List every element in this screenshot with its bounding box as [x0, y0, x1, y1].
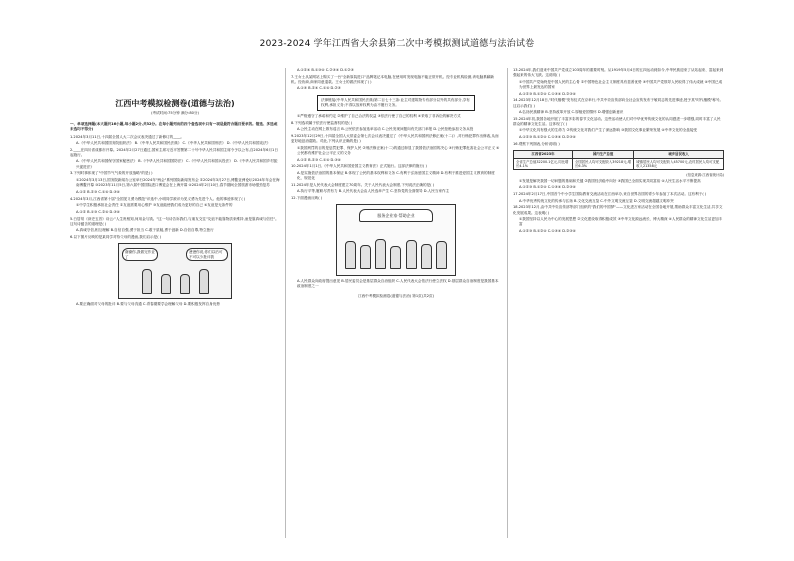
question-8: 8.下列选项属于依法行使监督权的是( ): [291, 120, 353, 125]
question-13: 13.2024年,我们迎来中国共产党成立103周年的重要时刻。从1919年5月4日的五四运动到如今,中华民族迎来了从站起来、富起来到强起来的伟大飞跃。这说明( ): [513, 68, 724, 78]
question-18-options: A.①②③ B.①②④ C.①③④ D.②③④: [519, 228, 576, 233]
question-10: 10.2024年1月1日,《中华人民共和国爱国主义教育法》正式施行。这部法律的施行( ): [291, 164, 427, 169]
person-figure: [375, 239, 386, 269]
question-6-options: A.要正确面对父母的批评 B.要与父母沟通 C.青春期要学会理解父母 D.要积极发挥自身优势: [76, 302, 220, 307]
question-4-options: A.①② B.①③ C.②④ D.③④: [76, 209, 120, 214]
question-17: 17.2024年2月17日,中国首个中小学生国际教育交流活动在江西举办,来自世界各国的青少年参加了本次活动。这有利于( ): [513, 192, 707, 197]
question-4: 4.2024年3月,江西省第十届"全国见义勇为模范"评选中,小明同学被评为见义勇为先进个人。他的事迹体现了( ): [70, 196, 246, 201]
question-9-options: A.①② B.②③ C.①④ D.③④: [297, 157, 341, 162]
question-16: 16.观察下列图表,分析说明( ): [513, 141, 560, 146]
question-16-body: ①发展是解决我国一切问题的基础和关键 ②我国经济稳中向好 ③我国已全面实现共同富裕 ④人民生活水平不断提高: [519, 178, 701, 183]
person-figure: [406, 240, 417, 269]
question-3: 3.下列时事体现了"中国节气气象的开放战略"的是( ): [70, 171, 153, 176]
page-title: 2023-2024 学年江西省大余县第二次中考模拟测试道德与法治试卷: [259, 39, 535, 49]
table-cell: 全国居民人均可支配收入39218元,增长6.3%: [573, 158, 634, 170]
question-14-options: A.弘扬民族精神 B.坚持改革开放 C.厚植爱国情怀 D.增强创新意识: [519, 109, 624, 114]
data-table: [513, 150, 724, 170]
question-9-body: ①我国刑罚的目的是惩罚犯罪、保护人民 ②刑法修正案(十二)的通过彰显了我国依法治国的决心 ③行贿犯罪危害社会公平正义 ④公民都有维护社会公平正义的义务: [297, 145, 500, 155]
column-right: [513, 68, 724, 548]
table-header: 城乡居民收入: [634, 151, 724, 158]
table-cell: 城镇居民人均可支配收入45700元,农村居民人均可支配收入21358元: [634, 158, 724, 170]
question-1: 1.2024年3月11日,十四届全国人大二次会议表决通过了新修订的____。: [70, 134, 185, 139]
person-figure: [199, 269, 209, 294]
question-6: 6.以下图片反映的是某同学对待父母的漫画,我们启示是( ): [70, 234, 162, 239]
question-5-options: A.真诚守信,相互理解 B.自信自强,勇于担当 C.敢于质疑,勇于创新 D.自信自尊,特立独行: [76, 228, 214, 233]
question-15-body: ①中华文化具有强大的生命力 ②传统文化对我们产生了深远影响 ③我国文化事业繁荣发展 ④中华文化的全盘接受: [519, 128, 698, 133]
question-11-options: A.执行平等,履职尽责有力 B.人民代表大会由人民选举产生 C.坚持党的全面领导 D.人民当家作主: [297, 189, 450, 194]
table-source: (信息来源:江西省统计局): [686, 173, 724, 178]
column-divider: [285, 68, 286, 538]
question-17-options: A.中华优秀传统文化的传承与弘扬 B.文化交流互鉴 C.中外文明交流互鉴 D.文明交流超越文明冲突: [519, 198, 674, 203]
column-left: [70, 68, 280, 548]
question-11: 11.2024年是人民代表大会制度建立70周年。关于人民代表大会制度,下列说法正确的是( ): [291, 182, 435, 187]
person-figure: [142, 269, 152, 294]
question-3-body: ①2024年3月13日,国务院新闻办公室举行2024年"两会"系列国际新闻发布会 ②2024年3月27日,博鳌亚洲论坛2024年年会在海南博鳌开幕 ③2023年11月5日,第六届中国国际进口博览会在上海开幕 ④2024年2月10日,春节期间全国旅游市场强劲复苏: [76, 177, 280, 187]
section-heading: 一、单项选择题(本大题共16小题,每小题2分,共32分。在每小题列出的四个备选项中只有一项是最符合题目要求的。错选、多选或未选均不得分): [70, 122, 278, 132]
question-5: 5.白居易《读史五首》诗云:"人生贵相知,何用金与钱。"这一句诗告诉我们,与朋友交往"友谊不能靠物质来维持,而是靠真诚与信任"。这句诗蕴含的道理是( ): [70, 216, 279, 226]
paper-title: 江西中考模拟检测卷(道德与法治): [115, 99, 235, 108]
question-4-body: ①中学生积极承担社会责任 ②友谊需要用心维护 ③友谊能使我们成为更好的自己 ④友谊是无条件的: [76, 202, 233, 207]
cartoon-image: [118, 243, 232, 299]
exam-sheet: [70, 68, 724, 548]
question-7-options: A.①③ B.②④ C.①④ D.②③: [297, 86, 341, 91]
table-header: 江西省2023年: [514, 151, 573, 158]
question-18-body: ①我国坚持以人民为中心的发展思想 ②文化建设取得积极成效 ③中华文化源远流长、博大精深 ④人民群众的精神文化生活更加丰富: [519, 216, 723, 227]
question-12: 12.下面漫画反映( ): [291, 195, 323, 200]
question-2-options: A.《中华人民共和国保守国家秘密法》 B.《中华人民共和国国防法》 C.《中华人民共和国兵役法》 D.《中华人民共和国乡村振兴促进法》: [76, 159, 278, 169]
question-12-options: A.人民群众向政府提出意见 B.居民委员会是基层群众自治组织 C.人民代表大会依法行使立法权 D.基层群众自治制度是我国基本政治制度之一: [297, 279, 499, 289]
comic-sign: 服务企业家·帮助企业: [359, 209, 433, 222]
table-cell: 全省生产总值32200.1亿元,同比增长4.1%: [514, 158, 573, 170]
person-figure: [161, 274, 171, 294]
person-figure: [390, 246, 401, 269]
question-8-options: A.公民主动在网上散布谣言 B.公民依法参加选举活动 C.公民发现问题向有关部门举报 D.公民拒绝参加义务兵役: [297, 127, 474, 132]
page-footer: 江西中考模拟检测卷(道德与法治) 第1页(共2页): [357, 293, 434, 298]
question-14: 14.2023年12月18日,"时代楷模"发布仪式在京举行,中共中央宣传部向全社会宣传发布于敏同志的先进事迹,授予其"时代楷模"称号。这启示我们( ): [513, 98, 724, 108]
question-7: 7.王女士从某网站上购买了一台"全新原装进口"品牌笔记本电脑,在使用时发现电脑不能正常开机。经专业机构检测,该电脑系翻新机。经协商,商家同意退款。王女士的做法体现了( ): [291, 74, 495, 84]
question-10-options: A.是实施依法治国的基本保证 B.体现了公民的基本权利和义务 C.有利于弘扬爱国主义精神 D.有利于推进爱国主义教育的制度化、规范化: [297, 170, 495, 180]
question-9: 9.2023年12月29日,十四届全国人大常委会第七次会议表决通过了《中华人民共和国刑法修正案(十二)》,对行贿犯罪作出修改,从而更好地惩治腐败。对此,下列认识正确的是( ): [291, 133, 499, 144]
column-middle: [291, 68, 501, 548]
figures: [137, 268, 213, 294]
question-6-answers: A.①②④ B.①③④ C.②③④ D.①②③: [297, 68, 354, 72]
law-link-box: 法律链接(中华人民共和国民法典)第二百七十三条:业主对建筑物专有部分以外的共有部分,享有权利,承担义务;不得以放弃权利为由不履行义务。: [317, 95, 475, 111]
person-figure: [436, 241, 447, 269]
person-figure: [421, 244, 432, 269]
question-13-body: ①中国共产党始终是中国人民的主心骨 ②中国特色社会主义制度具有显著优势 ③中国共产党领导人民取得了伟大成就 ④中国已成为世界上最发达的国家: [519, 79, 723, 89]
question-16-options: A.①②③ B.①②④ C.①③④ D.②③④: [519, 185, 576, 190]
column-divider: [507, 68, 508, 538]
table-header: 国内生产总值: [573, 151, 634, 158]
figures: [345, 235, 447, 269]
paper-meta: (考试时间:75分钟 满分:80分): [151, 111, 199, 115]
speech-bubble: 谢谢你,我做完作业了: [122, 248, 158, 261]
question-1-options: A.《中华人民共和国国务院组织法》 B.《中华人民共和国民法典》 C.《中华人民共和国刑法》 D.《中华人民共和国宪法》: [76, 141, 271, 145]
question-2: 2.____在四川省成都市开幕。2024年2月27日通过,国家主席习近平签署第二十号中华人民共和国主席令予以公布,自2024年6月1日起施行。: [70, 147, 278, 157]
question-7-body: ①严格遵守了承诺和约定 ②维护了自己合法的权益 ③依法行使了自己的权利 ④采取了非诉讼的解决方式: [297, 114, 461, 118]
question-13-options: A.①②③ B.①②④ C.①③④ D.②③④: [519, 91, 576, 96]
question-15: 15.2024年初,我国各地开展了丰富多彩的春节文化活动。这些活动使人们对中华优秀传统文化的认同感进一步增强,同时丰富了人民群众的精神文化生活。这体现了( ): [513, 116, 721, 126]
speech-bubble: 爸爸你说,你们以后可不可以少批评我: [186, 248, 228, 261]
person-figure: [345, 241, 356, 269]
person-figure: [180, 274, 190, 294]
question-3-options: A.①② B.②③ C.①④ D.③④: [76, 189, 120, 194]
comic-image: [336, 204, 456, 276]
question-15-options: A.①②③ B.①②④ C.①③④ D.②③④: [519, 135, 576, 140]
person-figure: [360, 245, 371, 269]
question-18: 18.2023年12月,由中共中央宣传部等部门组织的"我们的中国梦"——文化进万家活动在全国各地开展,帮助群众丰富文化生活,共享文化发展成果。这表明( ): [513, 205, 723, 215]
